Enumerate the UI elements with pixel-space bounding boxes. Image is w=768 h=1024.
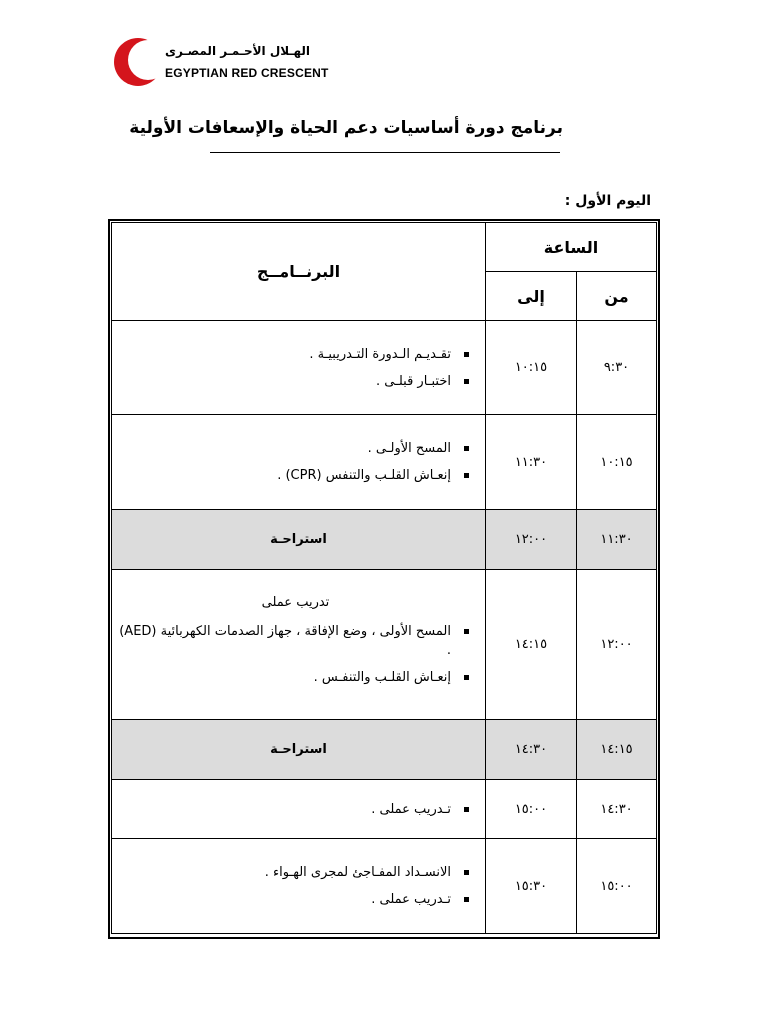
list-item: إنعـاش القلـب والتنفس (CPR) . [118, 466, 473, 485]
header-from: من [577, 272, 657, 321]
program-cell [112, 839, 486, 934]
break-row [112, 720, 657, 780]
table-row [112, 321, 657, 415]
day-label: اليوم الأول : [564, 193, 651, 209]
time-from: ١٠:١٥ [577, 415, 657, 510]
header-to: إلى [485, 272, 576, 321]
program-cell [112, 780, 486, 839]
list-item: المسح الأولى ، وضع الإفاقة ، جهاز الصدمات الكهربائية (AED) . [118, 622, 473, 660]
table-row [112, 570, 657, 720]
time-to: ١١:٣٠ [485, 415, 576, 510]
list-item: إنعـاش القلـب والتنفـس . [118, 668, 473, 687]
list-item: تقـديـم الـدورة التـدريبيـة . [118, 345, 473, 364]
header-program: البرنــامــج [112, 223, 486, 321]
table-row [112, 780, 657, 839]
logo-english-name: EGYPTIAN RED CRESCENT [165, 66, 329, 80]
time-to: ١٥:٠٠ [485, 780, 576, 839]
document-title: برنامج دورة أساسيات دعم الحياة والإسعافات الأولية [129, 118, 563, 138]
time-to: ١٤:١٥ [485, 570, 576, 720]
program-cell [112, 415, 486, 510]
break-label: استراحـة [112, 720, 486, 780]
list-item: الانسـداد المفـاجئ لمجرى الهـواء . [118, 863, 473, 882]
table-row [112, 839, 657, 934]
time-to: ١٥:٣٠ [485, 839, 576, 934]
title-underline [210, 152, 560, 153]
time-from: ١١:٣٠ [577, 510, 657, 570]
time-to: ١٠:١٥ [485, 321, 576, 415]
time-from: ١٤:٣٠ [577, 780, 657, 839]
list-item: اختبـار قبلـى . [118, 372, 473, 391]
program-cell [112, 321, 486, 415]
time-from: ١٥:٠٠ [577, 839, 657, 934]
break-row [112, 510, 657, 570]
header-time: الساعة [485, 223, 656, 272]
time-from: ٩:٣٠ [577, 321, 657, 415]
list-item: تـدريب عملى . [118, 800, 473, 819]
red-crescent-logo-icon [112, 36, 164, 88]
time-to: ١٤:٣٠ [485, 720, 576, 780]
practical-training-subtitle: تدريب عملى [261, 594, 330, 610]
break-label: استراحـة [112, 510, 486, 570]
program-cell [112, 570, 486, 720]
time-from: ١٢:٠٠ [577, 570, 657, 720]
list-item: المسح الأولـى . [118, 439, 473, 458]
time-to: ١٢:٠٠ [485, 510, 576, 570]
list-item: تـدريب عملى . [118, 890, 473, 909]
table-row [112, 415, 657, 510]
time-from: ١٤:١٥ [577, 720, 657, 780]
header-row-1 [112, 223, 657, 272]
logo [112, 34, 312, 90]
logo-arabic-name: الهـلال الأحـمـر المصـرى [165, 44, 310, 58]
schedule-table [111, 222, 657, 934]
